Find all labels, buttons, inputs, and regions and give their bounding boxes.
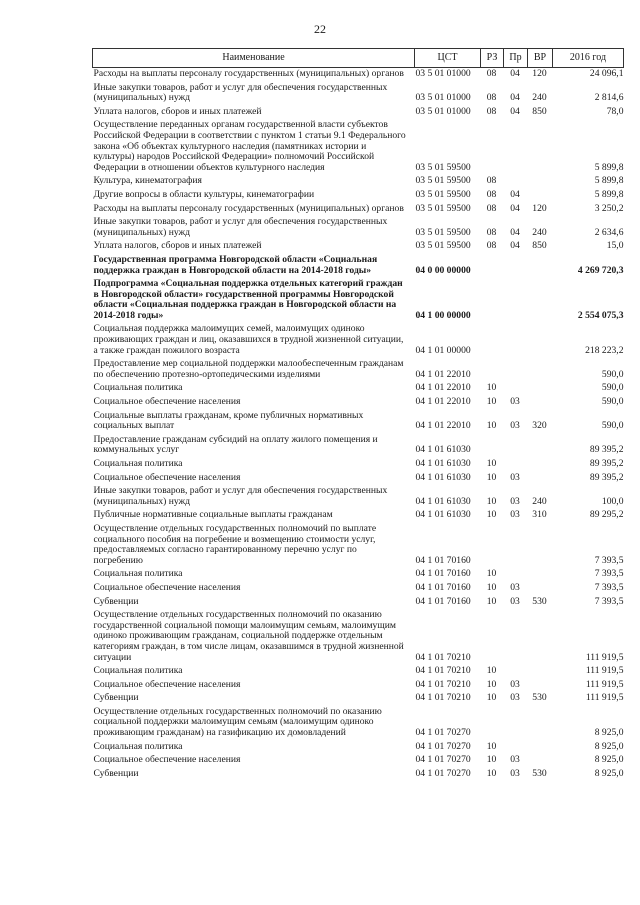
cell-name: Социальная политика [93, 740, 183, 752]
cell-vr [528, 358, 553, 382]
table-row [93, 119, 624, 175]
cell-sum: 5 899,8 [594, 161, 624, 173]
cell-name: Социальная политика [93, 665, 183, 677]
table-header [93, 49, 624, 68]
table-row [93, 410, 624, 434]
table-row [93, 523, 624, 568]
table-row [93, 679, 624, 693]
cell-vr [528, 754, 553, 768]
cell-pr: 03 [510, 767, 520, 779]
cell-cst: 04 1 01 61030 [415, 458, 471, 469]
table-row [93, 458, 624, 472]
cell-name: Предоставление гражданам субсидий на оплату жилого помещения и коммунальных услуг [93, 433, 378, 456]
table-row [93, 434, 624, 458]
cell-rz [481, 323, 504, 358]
cell-vr [528, 175, 553, 189]
cell-vr: 530 [532, 595, 547, 607]
table-row [93, 175, 624, 189]
cell-rz: 10 [486, 471, 497, 483]
budget-table [92, 48, 624, 781]
cell-vr [528, 706, 553, 741]
cell-sum: 89 395,2 [589, 458, 624, 469]
cell-rz [481, 358, 504, 382]
page-number: 22 [314, 22, 326, 36]
table-row [93, 692, 624, 706]
table-row [93, 216, 624, 240]
cell-name: Социальное обеспечение населения [93, 396, 241, 408]
cell-pr: 03 [510, 471, 520, 483]
cell-rz: 10 [486, 396, 497, 408]
cell-sum: 111 919,5 [585, 665, 624, 677]
cell-sum: 8 925,0 [594, 754, 624, 766]
cell-pr [504, 323, 528, 358]
cell-cst: 03 5 01 01000 [415, 92, 471, 104]
cell-vr [528, 582, 553, 596]
cell-sum: 7 393,5 [594, 568, 624, 580]
cell-pr: 04 [510, 68, 520, 79]
cell-vr: 120 [532, 68, 547, 79]
cell-name: Культура, кинематография [93, 175, 202, 187]
cell-name: Социальная политика [93, 458, 183, 469]
cell-name: Субвенции [93, 595, 139, 607]
cell-vr [528, 119, 553, 175]
cell-rz: 08 [486, 92, 497, 104]
cell-rz: 10 [486, 420, 497, 432]
cell-pr: 03 [510, 396, 520, 408]
cell-sum: 5 899,8 [594, 188, 624, 200]
cell-sum: 89 395,2 [589, 471, 624, 483]
cell-sum: 3 250,2 [594, 202, 624, 214]
cell-cst: 04 1 01 70160 [415, 568, 471, 580]
cell-sum: 7 393,5 [594, 581, 624, 593]
cell-vr: 120 [532, 202, 547, 214]
cell-rz [481, 434, 504, 458]
cell-pr: 04 [510, 188, 520, 200]
cell-vr: 320 [532, 420, 547, 432]
cell-name: Осуществление отдельных государственных полномочий по выплате социального пособия на погребение и возмещению стоимости услуг, предоставляемых согласно гарантированному перечню услуг по погребению [93, 522, 377, 566]
header-rz: РЗ [481, 49, 504, 68]
header-vr: ВР [528, 49, 553, 68]
cell-vr [528, 679, 553, 693]
cell-rz: 08 [486, 68, 497, 79]
table-row [93, 396, 624, 410]
cell-pr [504, 358, 528, 382]
cell-vr: 240 [532, 92, 547, 104]
cell-cst: 04 1 01 70270 [415, 754, 471, 766]
cell-pr: 04 [510, 202, 520, 214]
cell-cst: 04 1 01 70210 [415, 665, 471, 677]
cell-vr [528, 323, 553, 358]
cell-name: Осуществление переданных органам государственной власти субъектов Российской Федерации в соответствии с пунктом 1 статьи 9.1 Федерального закона «Об объектах культурного наследия (памятниках истории и культуры) народов Российской Федерации» полномочий Российской Федерации в отношении объектов культурного наследия [93, 119, 406, 173]
cell-pr [504, 278, 528, 323]
cell-rz: 10 [486, 509, 497, 521]
cell-name: Уплата налогов, сборов и иных платежей [93, 105, 262, 117]
cell-rz: 08 [486, 105, 497, 117]
cell-cst: 04 1 01 70270 [415, 727, 471, 739]
header-name: Наименование [93, 49, 415, 68]
cell-sum: 590,0 [601, 396, 624, 408]
cell-pr: 03 [510, 692, 520, 704]
cell-cst: 04 1 01 70210 [415, 651, 471, 663]
cell-sum: 590,0 [601, 368, 624, 380]
cell-rz [481, 523, 504, 568]
cell-pr [504, 119, 528, 175]
cell-vr: 530 [532, 692, 547, 704]
cell-vr [528, 568, 553, 582]
cell-vr [528, 396, 553, 410]
cell-cst: 04 1 01 70160 [415, 581, 471, 593]
table-row [93, 278, 624, 323]
cell-pr: 03 [510, 678, 520, 690]
cell-sum: 100,0 [601, 495, 624, 507]
cell-pr: 03 [510, 581, 520, 593]
cell-sum: 2 554 075,3 [577, 309, 624, 321]
cell-name: Иные закупки товаров, работ и услуг для обеспечения государственных (муниципальных) нужд [93, 216, 388, 238]
table-row [93, 596, 624, 610]
cell-sum: 4 269 720,3 [577, 264, 624, 276]
cell-sum: 8 925,0 [594, 727, 624, 739]
table-row [93, 382, 624, 396]
cell-sum: 89 395,2 [589, 444, 624, 456]
table-row [93, 706, 624, 741]
cell-vr: 240 [532, 495, 547, 507]
table-row [93, 568, 624, 582]
cell-pr: 03 [510, 509, 520, 521]
cell-sum: 590,0 [601, 382, 624, 394]
cell-name: Уплата налогов, сборов и иных платежей [93, 240, 262, 252]
cell-vr: 310 [532, 509, 547, 521]
cell-name: Расходы на выплаты персоналу государственных (муниципальных) органов [93, 202, 404, 214]
cell-vr [528, 523, 553, 568]
cell-cst: 03 5 01 59500 [415, 240, 471, 252]
cell-sum: 2 814,6 [594, 92, 624, 104]
cell-sum: 7 393,5 [594, 554, 624, 566]
cell-vr: 850 [532, 240, 547, 252]
cell-sum: 8 925,0 [594, 740, 624, 752]
cell-sum: 218 223,2 [585, 344, 624, 356]
header-row [93, 49, 624, 68]
cell-cst: 04 1 01 22010 [415, 368, 471, 380]
cell-cst: 04 1 01 70270 [415, 767, 471, 779]
cell-cst: 04 1 01 70210 [415, 678, 471, 690]
cell-rz: 10 [486, 568, 497, 580]
table-row [93, 106, 624, 120]
header-cst: ЦСТ [415, 49, 481, 68]
cell-name: Социальное обеспечение населения [93, 678, 241, 690]
table-row [93, 82, 624, 106]
cell-cst: 04 1 01 61030 [415, 444, 471, 456]
cell-cst: 03 5 01 59500 [415, 161, 471, 173]
cell-name: Расходы на выплаты персоналу государственных (муниципальных) органов [93, 68, 404, 79]
cell-vr [528, 665, 553, 679]
cell-rz: 10 [486, 458, 497, 469]
cell-cst: 04 1 01 00000 [415, 344, 471, 356]
cell-pr: 04 [510, 240, 520, 252]
cell-name: Социальная поддержка малоимущих семей, малоимущих одиноко проживающих граждан и лиц, оказавшихся в трудной жизненной ситуации, а также граждан пожилого возраста [93, 323, 404, 356]
cell-pr [504, 434, 528, 458]
table-row [93, 254, 624, 278]
cell-rz [481, 254, 504, 278]
cell-rz: 10 [486, 678, 497, 690]
table-row [93, 754, 624, 768]
cell-pr [504, 609, 528, 665]
cell-name: Иные закупки товаров, работ и услуг для обеспечения государственных (муниципальных) нужд [93, 485, 388, 507]
cell-name: Субвенции [93, 767, 139, 779]
cell-cst: 03 5 01 59500 [415, 226, 471, 238]
cell-vr: 240 [532, 226, 547, 238]
cell-name: Публичные нормативные социальные выплаты гражданам [93, 509, 333, 521]
cell-sum: 111 919,5 [585, 651, 624, 663]
cell-rz: 08 [486, 226, 497, 238]
cell-cst: 03 5 01 59500 [415, 188, 471, 200]
cell-cst: 04 1 01 70160 [415, 595, 471, 607]
cell-name: Социальное обеспечение населения [93, 754, 241, 766]
cell-rz: 10 [486, 382, 497, 394]
table-row [93, 203, 624, 217]
cell-pr [504, 706, 528, 741]
cell-cst: 03 5 01 59500 [415, 175, 471, 187]
cell-cst: 03 5 01 59500 [415, 202, 471, 214]
cell-pr [504, 458, 528, 472]
cell-rz: 10 [486, 495, 497, 507]
header-pr: Пр [504, 49, 528, 68]
cell-sum: 111 919,5 [585, 692, 624, 704]
cell-rz: 10 [486, 767, 497, 779]
cell-sum: 8 925,0 [594, 767, 624, 779]
cell-sum: 5 899,8 [594, 175, 624, 187]
cell-sum: 590,0 [601, 420, 624, 432]
cell-vr [528, 609, 553, 665]
cell-rz: 10 [486, 692, 497, 704]
cell-cst: 04 1 01 70160 [415, 554, 471, 566]
cell-name: Иные закупки товаров, работ и услуг для обеспечения государственных (муниципальных) нужд [93, 81, 388, 104]
cell-rz: 10 [486, 740, 497, 752]
table-row [93, 472, 624, 486]
cell-rz [481, 706, 504, 741]
cell-pr: 03 [510, 595, 520, 607]
cell-cst: 04 1 01 22010 [415, 382, 471, 394]
cell-rz: 08 [486, 202, 497, 214]
cell-name: Социальная политика [93, 382, 183, 394]
cell-pr [504, 741, 528, 755]
cell-name: Субвенции [93, 692, 139, 704]
table-row [93, 358, 624, 382]
cell-pr [504, 665, 528, 679]
cell-sum: 111 919,5 [585, 678, 624, 690]
cell-pr [504, 175, 528, 189]
cell-vr [528, 278, 553, 323]
cell-rz [481, 119, 504, 175]
cell-pr: 03 [510, 420, 520, 432]
cell-rz: 10 [486, 595, 497, 607]
table-row [93, 323, 624, 358]
cell-sum: 15,0 [606, 240, 624, 252]
cell-pr [504, 382, 528, 396]
table-row [93, 768, 624, 782]
cell-vr [528, 741, 553, 755]
cell-pr [504, 523, 528, 568]
cell-name: Социальная политика [93, 568, 183, 580]
table-row [93, 485, 624, 509]
cell-name: Государственная программа Новгородской области «Социальная поддержка граждан в Новгородской области на 2014-2018 годы» [93, 253, 378, 276]
cell-pr [504, 254, 528, 278]
cell-vr [528, 189, 553, 203]
cell-sum: 24 096,1 [589, 68, 624, 79]
cell-cst: 04 1 01 61030 [415, 509, 471, 521]
cell-name: Осуществление отдельных государственных полномочий по оказанию социальной поддержки малоимущим семьям (малоимущим одиноко проживающим гражданам) на газификацию их домовладений [93, 705, 382, 739]
cell-vr [528, 254, 553, 278]
cell-vr: 530 [532, 767, 547, 779]
cell-rz: 08 [486, 240, 497, 252]
cell-name: Социальное обеспечение населения [93, 581, 241, 593]
cell-name: Социальное обеспечение населения [93, 471, 241, 483]
cell-cst: 03 5 01 01000 [415, 68, 471, 79]
cell-rz: 10 [486, 754, 497, 766]
cell-vr [528, 434, 553, 458]
cell-vr: 850 [532, 105, 547, 117]
cell-cst: 04 1 01 70210 [415, 692, 471, 704]
cell-cst: 04 0 00 00000 [415, 264, 471, 276]
cell-rz [481, 609, 504, 665]
cell-vr [528, 382, 553, 396]
cell-name: Подпрограмма «Социальная поддержка отдельных категорий граждан в Новгородской области» государственной программы Новгородской области «Социальная поддержка граждан в Новгородской области на 2014-2018 годы» [93, 278, 403, 321]
cell-cst: 04 1 01 22010 [415, 420, 471, 432]
cell-rz: 10 [486, 665, 497, 677]
cell-pr: 03 [510, 754, 520, 766]
table-row [93, 68, 624, 82]
cell-rz: 10 [486, 581, 497, 593]
table-row [93, 509, 624, 523]
cell-pr: 04 [510, 92, 520, 104]
cell-cst: 04 1 01 22010 [415, 396, 471, 408]
cell-name: Осуществление отдельных государственных полномочий по оказанию государственной социальной помощи малоимущим семьям, малоимущим одиноко проживающим гражданам, социальной поддержке отдельным категориям граждан, в том числе лицам, оказавшимся в трудной жизненной ситуации [93, 609, 404, 663]
cell-pr: 04 [510, 105, 520, 117]
table-row [93, 665, 624, 679]
cell-cst: 03 5 01 01000 [415, 105, 471, 117]
cell-rz: 08 [486, 188, 497, 200]
cell-name: Предоставление мер социальной поддержки малообеспеченным гражданам по обеспечению протезно-ортопедическими изделиями [93, 358, 404, 380]
cell-cst: 04 1 01 61030 [415, 471, 471, 483]
cell-cst: 04 1 00 00000 [415, 309, 471, 321]
cell-name: Другие вопросы в области культуры, кинематографии [93, 188, 315, 200]
cell-cst: 04 1 01 70270 [415, 740, 471, 752]
header-sum: 2016 год [553, 49, 624, 68]
cell-vr [528, 472, 553, 486]
cell-pr: 04 [510, 226, 520, 238]
table-row [93, 240, 624, 254]
cell-sum: 2 634,6 [594, 226, 624, 238]
cell-name: Социальные выплаты гражданам, кроме публичных нормативных социальных выплат [93, 409, 364, 432]
table-row [93, 609, 624, 665]
cell-sum: 7 393,5 [594, 595, 624, 607]
cell-sum: 89 295,2 [589, 509, 624, 521]
cell-cst: 04 1 01 61030 [415, 495, 471, 507]
cell-pr: 03 [510, 495, 520, 507]
table-row [93, 189, 624, 203]
cell-pr [504, 568, 528, 582]
table-row [93, 741, 624, 755]
cell-sum: 78,0 [606, 105, 624, 117]
table-body [93, 68, 624, 782]
cell-rz [481, 278, 504, 323]
table-row [93, 582, 624, 596]
cell-vr [528, 458, 553, 472]
cell-rz: 08 [486, 175, 497, 187]
